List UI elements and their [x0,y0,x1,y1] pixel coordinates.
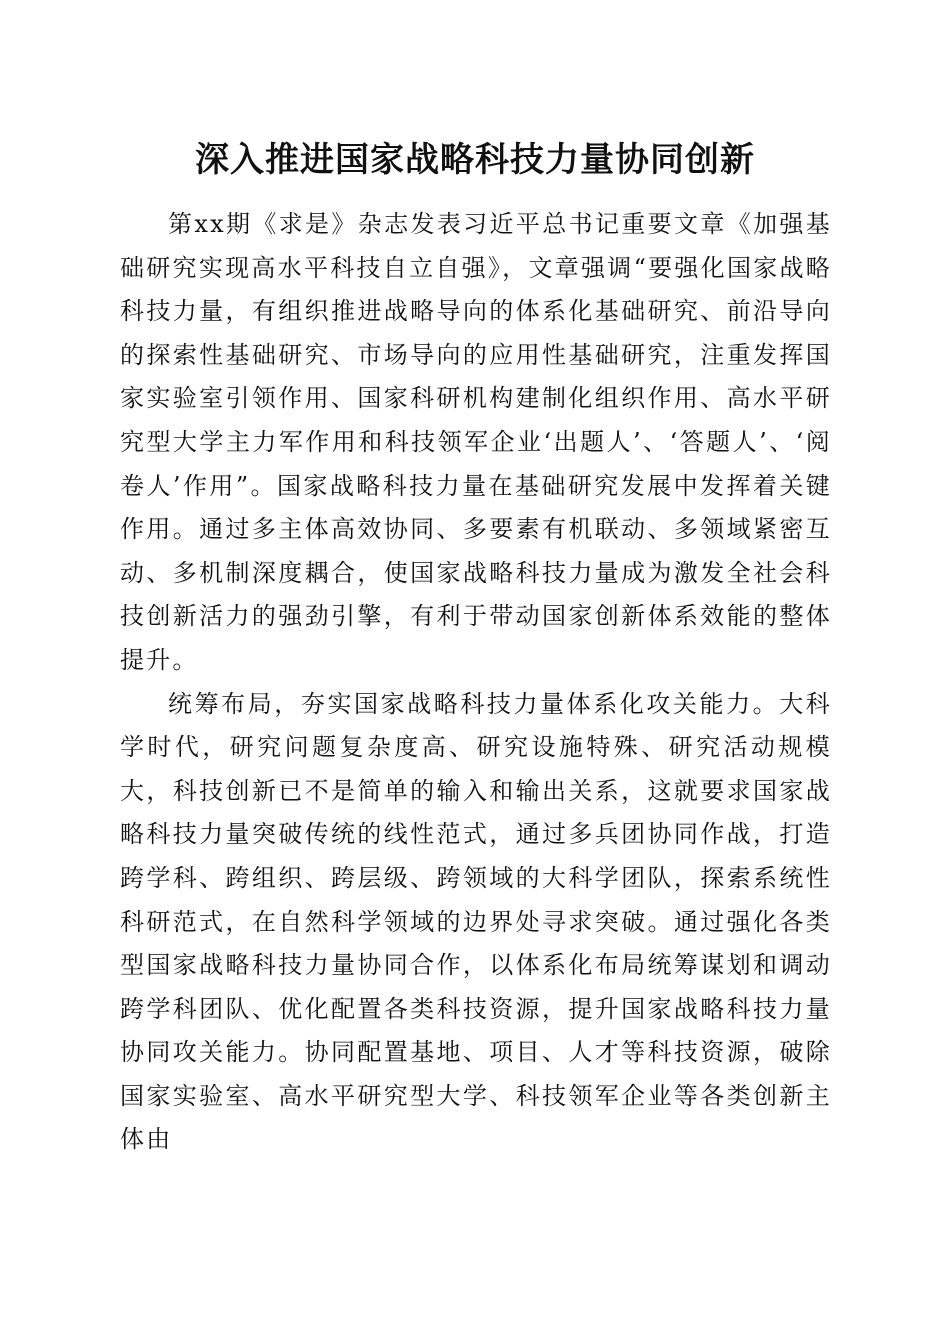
document-body [120,203,832,1162]
paragraph-2: 统筹布局，夯实国家战略科技力量体系化攻关能力。大科学时代，研究问题复杂度高、研究设施特殊、研究活动规模大，科技创新已不是简单的输入和输出关系，这就要求国家战略科技力量突破传统的线性范式，通过多兵团协同作战，打造跨学科、跨组织、跨层级、跨领域的大科学团队，探索系统性科研范式，在自然科学领域的边界处寻求突破。通过强化各类型国家战略科技力量协同合作，以体系化布局统筹谋划和调动跨学科团队、优化配置各类科技资源，提升国家战略科技力量协同攻关能力。协同配置基地、项目、人才等科技资源，破除国家实验室、高水平研究型大学、科技领军企业等各类创新主体由 [120,689,832,1154]
paragraph-1: 第xx期《求是》杂志发表习近平总书记重要文章《加强基础研究实现高水平科技自立自强》，文章强调“要强化国家战略科技力量，有组织推进战略导向的体系化基础研究、前沿导向的探索性基础研究、市场导向的应用性基础研究，注重发挥国家实验室引领作用、国家科研机构建制化组织作用、高水平研究型大学主力军作用和科技领军企业‘出题人’、‘答题人’、‘阅卷人’作用”。国家战略科技力量在基础研究发展中发挥着关键作用。通过多主体高效协同、多要素有机联动、多领域紧密互动、多机制深度耦合，使国家战略科技力量成为激发全社会科技创新活力的强劲引擎，有利于带动国家创新体系效能的整体提升。 [120,210,832,674]
document-title: 深入推进国家战略科技力量协同创新 [195,140,755,180]
